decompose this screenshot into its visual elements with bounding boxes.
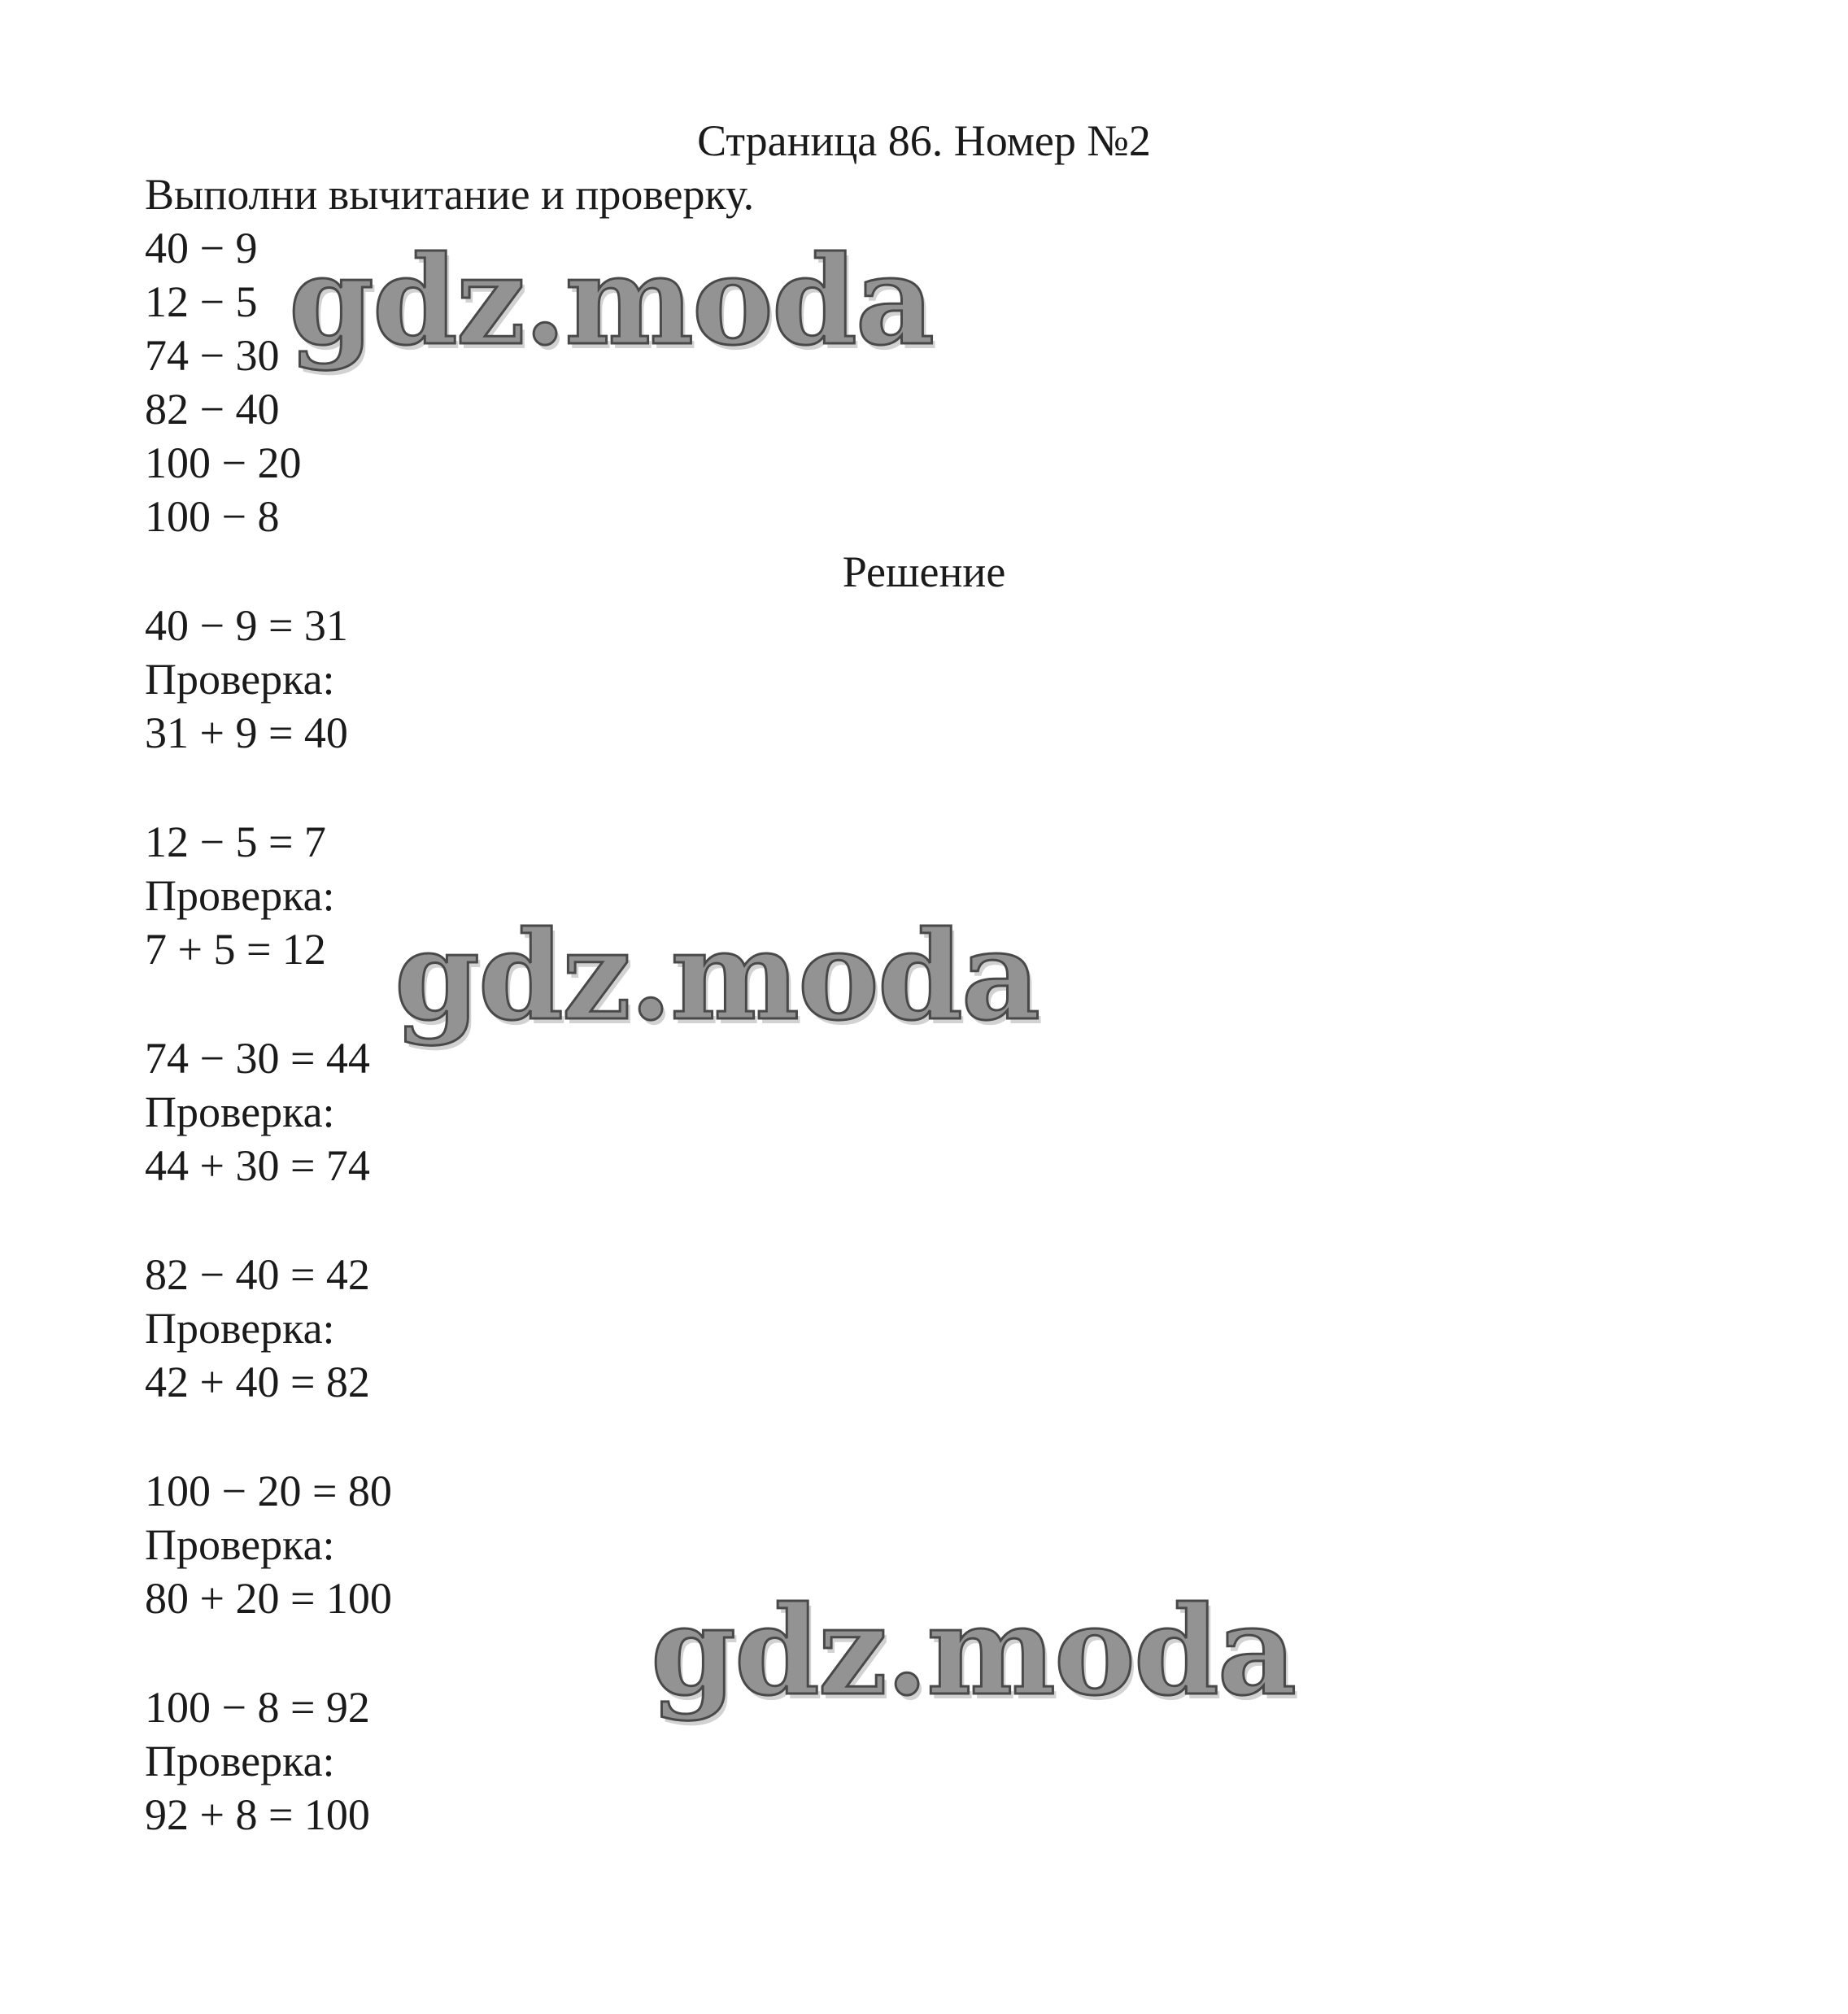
check-equation: 92 + 8 = 100 bbox=[145, 1790, 370, 1839]
page-title: Страница 86. Номер №2 bbox=[697, 116, 1151, 165]
check-equation: 80 + 20 = 100 bbox=[145, 1574, 392, 1623]
check-equation: 7 + 5 = 12 bbox=[145, 925, 326, 974]
task-expression: 100 − 8 bbox=[145, 492, 280, 541]
task-expression: 40 − 9 bbox=[145, 224, 258, 272]
solution-equation: 40 − 9 = 31 bbox=[145, 601, 348, 650]
check-equation: 44 + 30 = 74 bbox=[145, 1141, 370, 1190]
task-expression: 82 − 40 bbox=[145, 385, 280, 434]
solution-equation: 82 − 40 = 42 bbox=[145, 1250, 370, 1299]
watermark-logo: gdz.moda bbox=[394, 905, 1040, 1048]
task-instruction: Выполни вычитание и проверку. bbox=[145, 170, 755, 219]
check-label: Проверка: bbox=[145, 1520, 335, 1569]
check-label: Проверка: bbox=[145, 655, 335, 704]
check-label: Проверка: bbox=[145, 1088, 335, 1136]
check-label: Проверка: bbox=[145, 871, 335, 920]
task-expression: 74 − 30 bbox=[145, 331, 280, 380]
check-label: Проверка: bbox=[145, 1304, 335, 1353]
solution-equation: 12 − 5 = 7 bbox=[145, 817, 326, 866]
solution-equation: 100 − 20 = 80 bbox=[145, 1467, 392, 1515]
watermark-logo: gdz.moda bbox=[651, 1580, 1296, 1723]
task-expression: 12 − 5 bbox=[145, 277, 258, 326]
solution-equation: 100 − 8 = 92 bbox=[145, 1683, 370, 1732]
check-equation: 31 + 9 = 40 bbox=[145, 708, 348, 757]
solution-equation: 74 − 30 = 44 bbox=[145, 1034, 370, 1083]
task-expression: 100 − 20 bbox=[145, 438, 302, 487]
watermark-logo: gdz.moda bbox=[289, 229, 934, 373]
check-equation: 42 + 40 = 82 bbox=[145, 1358, 370, 1406]
check-label: Проверка: bbox=[145, 1737, 335, 1785]
solution-heading: Решение bbox=[842, 547, 1006, 596]
